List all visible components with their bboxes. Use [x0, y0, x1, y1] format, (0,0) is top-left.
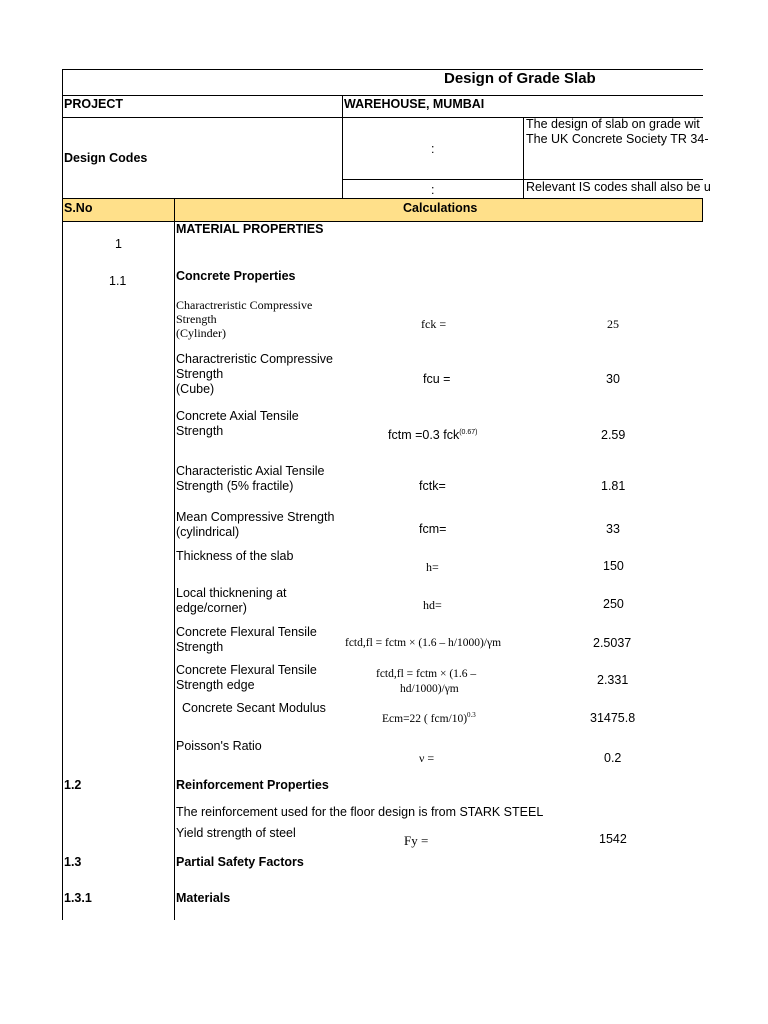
row-description: Strength edge [176, 678, 255, 692]
section-title: MATERIAL PROPERTIES [176, 222, 324, 236]
section-title: Partial Safety Factors [176, 855, 304, 869]
row-description: Strength [176, 640, 224, 654]
row-formula: h= [426, 560, 439, 574]
formula-text: Ecm=22 ( fcm/10) [382, 713, 468, 725]
design-codes-colon: : [431, 183, 435, 197]
row-formula: hd= [423, 598, 442, 612]
grid-line [62, 198, 703, 199]
row-description: Strength [176, 312, 217, 326]
table-header-fill [63, 199, 703, 221]
row-value: 1542 [599, 832, 627, 846]
row-description: Concrete Flexural Tensile [176, 625, 317, 639]
design-codes-label: Design Codes [64, 151, 148, 165]
row-description: Strength (5% fractile) [176, 479, 294, 493]
row-description: Mean Compressive Strength [176, 510, 335, 524]
row-description: (cylindrical) [176, 525, 240, 539]
row-description: Strength [176, 424, 224, 438]
row-value: 1.81 [601, 479, 626, 493]
section-title: Reinforcement Properties [176, 778, 329, 792]
grid-line [342, 95, 343, 199]
row-description: Charactreristic Compressive [176, 298, 313, 312]
row-description: Concrete Secant Modulus [182, 701, 326, 715]
row-formula: fcu = [423, 372, 451, 386]
row-description: Strength [176, 367, 224, 381]
row-formula: hd/1000)/γm [400, 683, 459, 695]
formula-exponent: (0.67) [459, 428, 478, 436]
grid-line [62, 221, 703, 222]
row-description: Concrete Flexural Tensile [176, 663, 317, 677]
row-value: 25 [607, 317, 619, 331]
section-title: Concrete Properties [176, 269, 296, 283]
row-value: 33 [606, 522, 620, 536]
row-description: Poisson's Ratio [176, 739, 262, 753]
formula-text: fctm =0.3 fck [388, 428, 460, 442]
design-codes-line: The UK Concrete Society TR 34- [526, 132, 709, 146]
row-value: 2.331 [597, 673, 629, 687]
row-description: Local thicknening at [176, 586, 287, 600]
row-description: (Cylinder) [176, 326, 226, 340]
row-description: Thickness of the slab [176, 549, 294, 563]
grid-line [174, 198, 175, 920]
row-description: Characteristic Axial Tensile [176, 464, 325, 478]
grid-line [62, 69, 63, 920]
row-description: (Cube) [176, 382, 215, 396]
design-codes-line: Relevant IS codes shall also be u [526, 180, 711, 194]
section-number: 1.3.1 [64, 891, 92, 905]
row-value: 30 [606, 372, 620, 386]
project-value: WAREHOUSE, MUMBAI [344, 97, 485, 111]
row-formula: fck = [421, 317, 447, 331]
grid-line [523, 117, 524, 199]
header-sno: S.No [64, 201, 93, 215]
section-number: 1.2 [64, 778, 82, 792]
section-number: 1.1 [109, 274, 127, 288]
row-description: Concrete Axial Tensile [176, 409, 299, 423]
section-note: The reinforcement used for the floor design is from STARK STEEL [176, 805, 544, 819]
row-value: 0.2 [604, 751, 622, 765]
row-value: 2.59 [601, 428, 626, 442]
project-label: PROJECT [64, 97, 124, 111]
row-value: 250 [603, 597, 624, 611]
row-formula [382, 712, 476, 727]
row-description: edge/corner) [176, 601, 247, 615]
row-formula: Fy = [404, 833, 429, 848]
design-codes-colon: : [431, 142, 435, 156]
row-formula: fctd,fl = fctm × (1.6 – [376, 668, 477, 680]
row-formula: fctk= [419, 479, 446, 493]
sheet-title: Design of Grade Slab [444, 70, 596, 87]
row-formula: fcm= [419, 522, 447, 536]
row-description: Charactreristic Compressive [176, 352, 333, 366]
row-formula [388, 428, 478, 443]
row-formula: ν = [419, 751, 435, 765]
grid-line [62, 69, 703, 70]
design-codes-line: The design of slab on grade wit [526, 117, 700, 131]
row-value: 31475.8 [590, 711, 636, 725]
section-number: 1.3 [64, 855, 82, 869]
formula-exponent: 0.3 [467, 711, 476, 720]
section-number: 1 [115, 237, 122, 251]
section-title: Materials [176, 891, 231, 905]
row-value: 150 [603, 559, 624, 573]
grid-line [702, 198, 703, 221]
header-calculations: Calculations [403, 201, 478, 215]
grid-line [62, 95, 703, 96]
row-value: 2.5037 [593, 636, 632, 650]
row-formula: fctd,fl = fctm × (1.6 – h/1000)/γm [345, 637, 502, 649]
row-description: Yield strength of steel [176, 826, 296, 840]
